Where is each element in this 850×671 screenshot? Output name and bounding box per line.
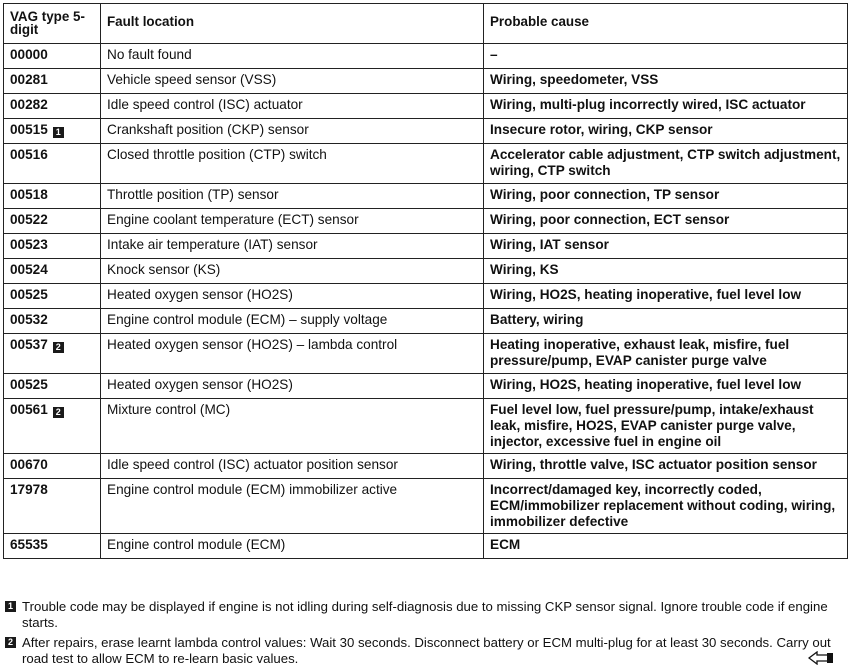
cell-code <box>4 94 101 119</box>
table-row <box>4 399 848 454</box>
cell-fault-location: Heated oxygen sensor (HO2S) <box>101 284 484 309</box>
cell-probable-cause: Wiring, HO2S, heating inoperative, fuel level low <box>484 374 848 399</box>
table-row <box>4 209 848 234</box>
fault-code: 00281 <box>10 72 48 87</box>
table-row <box>4 374 848 399</box>
cell-code <box>4 534 101 559</box>
note-marker: 2 <box>53 407 64 418</box>
cell-code <box>4 374 101 399</box>
table-row <box>4 44 848 69</box>
cell-probable-cause: Wiring, multi-plug incorrectly wired, ISC actuator <box>484 94 848 119</box>
cell-code <box>4 119 101 144</box>
cell-code <box>4 234 101 259</box>
cell-fault-location: Intake air temperature (IAT) sensor <box>101 234 484 259</box>
cell-fault-location: Throttle position (TP) sensor <box>101 184 484 209</box>
fault-code: 00523 <box>10 237 48 252</box>
cell-probable-cause: Wiring, HO2S, heating inoperative, fuel level low <box>484 284 848 309</box>
footnote-text-1: Trouble code may be displayed if engine is not idling during self-diagnosis due to missing CKP sensor signal. Ignore trouble code if engine starts. <box>22 599 828 630</box>
cell-code <box>4 209 101 234</box>
cell-probable-cause: Wiring, throttle valve, ISC actuator position sensor <box>484 454 848 479</box>
table-row <box>4 69 848 94</box>
table-row <box>4 259 848 284</box>
cell-fault-location: Engine control module (ECM) <box>101 534 484 559</box>
footnote-marker-2: 2 <box>5 637 16 648</box>
fault-code: 00525 <box>10 287 48 302</box>
cell-fault-location: Closed throttle position (CTP) switch <box>101 144 484 184</box>
cell-probable-cause: Wiring, poor connection, ECT sensor <box>484 209 848 234</box>
cell-code <box>4 184 101 209</box>
note-marker: 1 <box>53 127 64 138</box>
footnote-2 <box>3 635 847 667</box>
fault-code: 17978 <box>10 482 48 497</box>
table-row <box>4 94 848 119</box>
fault-code: 00537 <box>10 337 48 352</box>
cell-fault-location: Crankshaft position (CKP) sensor <box>101 119 484 144</box>
cell-fault-location: Engine coolant temperature (ECT) sensor <box>101 209 484 234</box>
cell-probable-cause: Fuel level low, fuel pressure/pump, intake/exhaust leak, misfire, HO2S, EVAP canister purge valve, injector, excessive fuel in engine oil <box>484 399 848 454</box>
fault-code: 00515 <box>10 122 48 137</box>
cell-code <box>4 69 101 94</box>
cell-code <box>4 399 101 454</box>
cell-code <box>4 44 101 69</box>
footnote-text-2: After repairs, erase learnt lambda control values: Wait 30 seconds. Disconnect battery or ECM multi-plug for at least 30 seconds. Carry out road test to allow ECM to re-learn basic values. <box>22 635 831 666</box>
cell-fault-location: Heated oxygen sensor (HO2S) <box>101 374 484 399</box>
cell-fault-location: Mixture control (MC) <box>101 399 484 454</box>
table-row <box>4 119 848 144</box>
footnote-1 <box>3 599 847 631</box>
cell-fault-location: Engine control module (ECM) – supply voltage <box>101 309 484 334</box>
fault-code: 00000 <box>10 47 48 62</box>
fault-code: 00518 <box>10 187 48 202</box>
cell-code <box>4 309 101 334</box>
cell-probable-cause: ECM <box>484 534 848 559</box>
note-marker: 2 <box>53 342 64 353</box>
cell-probable-cause: Wiring, speedometer, VSS <box>484 69 848 94</box>
fault-code: 00524 <box>10 262 48 277</box>
cell-probable-cause: Accelerator cable adjustment, CTP switch adjustment, wiring, CTP switch <box>484 144 848 184</box>
table-row <box>4 184 848 209</box>
table-row <box>4 454 848 479</box>
back-arrow-icon[interactable] <box>808 651 834 665</box>
table-row <box>4 234 848 259</box>
header-cause: Probable cause <box>484 4 848 44</box>
cell-probable-cause: Heating inoperative, exhaust leak, misfire, fuel pressure/pump, EVAP canister purge valve <box>484 334 848 374</box>
header-location: Fault location <box>101 4 484 44</box>
cell-code <box>4 479 101 534</box>
cell-probable-cause: Battery, wiring <box>484 309 848 334</box>
cell-probable-cause: Wiring, poor connection, TP sensor <box>484 184 848 209</box>
cell-probable-cause: – <box>484 44 848 69</box>
fault-code: 00522 <box>10 212 48 227</box>
header-code <box>4 4 101 44</box>
table-row <box>4 284 848 309</box>
cell-fault-location: Idle speed control (ISC) actuator <box>101 94 484 119</box>
fault-code: 00561 <box>10 402 48 417</box>
cell-fault-location: Vehicle speed sensor (VSS) <box>101 69 484 94</box>
fault-code: 00282 <box>10 97 48 112</box>
footnotes <box>3 599 847 671</box>
cell-fault-location: Engine control module (ECM) immobilizer active <box>101 479 484 534</box>
cell-probable-cause: Incorrect/damaged key, incorrectly coded, ECM/immobilizer replacement without coding, wiring, immobilizer defective <box>484 479 848 534</box>
table-row <box>4 309 848 334</box>
fault-code: 00670 <box>10 457 48 472</box>
table-header-row <box>4 4 848 44</box>
cell-code <box>4 334 101 374</box>
cell-code <box>4 284 101 309</box>
cell-fault-location: Idle speed control (ISC) actuator position sensor <box>101 454 484 479</box>
footnote-marker-1: 1 <box>5 601 16 612</box>
cell-probable-cause: Wiring, IAT sensor <box>484 234 848 259</box>
cell-code <box>4 259 101 284</box>
table-row <box>4 479 848 534</box>
cell-fault-location: Heated oxygen sensor (HO2S) – lambda control <box>101 334 484 374</box>
fault-code-table <box>3 3 848 559</box>
cell-code <box>4 454 101 479</box>
cell-probable-cause: Wiring, KS <box>484 259 848 284</box>
table-row <box>4 144 848 184</box>
cell-fault-location: Knock sensor (KS) <box>101 259 484 284</box>
header-code-label: VAG type 5-digit <box>10 9 85 37</box>
cell-code <box>4 144 101 184</box>
cell-fault-location: No fault found <box>101 44 484 69</box>
cell-probable-cause: Insecure rotor, wiring, CKP sensor <box>484 119 848 144</box>
fault-code: 65535 <box>10 537 48 552</box>
table-row <box>4 534 848 559</box>
fault-code: 00532 <box>10 312 48 327</box>
fault-code: 00525 <box>10 377 48 392</box>
fault-code: 00516 <box>10 147 48 162</box>
table-row <box>4 334 848 374</box>
